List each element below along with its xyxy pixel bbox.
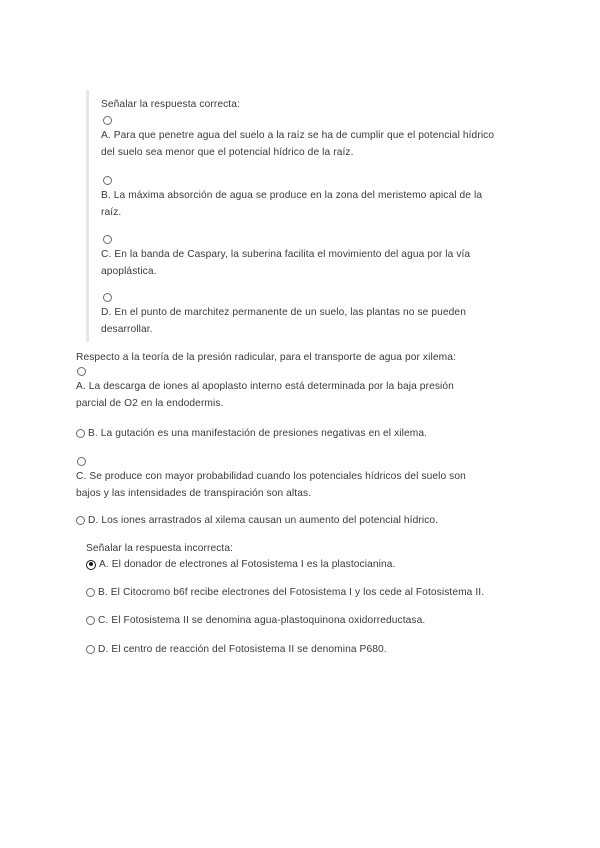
question-1-prompt: Señalar la respuesta correcta: — [101, 99, 240, 110]
q1-option-b-line1[interactable]: B. La máxima absorción de agua se produce en la zona del meristemo apical de la — [101, 190, 483, 201]
q1-option-b-radio[interactable] — [103, 176, 112, 185]
q1-option-d-line1[interactable]: D. En el punto de marchitez permanente de un suelo, las plantas no se pueden — [101, 307, 466, 318]
q3-option-c-label[interactable]: C. El Fotosistema II se denomina agua-plastoquinona oxidorreductasa. — [98, 615, 426, 626]
q3-option-c-radio[interactable] — [86, 616, 95, 625]
q1-option-b-line2[interactable]: raíz. — [101, 207, 122, 218]
question-1-block — [86, 90, 521, 342]
q2-option-b-label[interactable]: B. La gutación es una manifestación de presiones negativas en el xilema. — [88, 428, 428, 439]
q3-option-a[interactable] — [86, 556, 395, 573]
q2-option-d[interactable] — [76, 512, 438, 529]
q1-option-c-radio[interactable] — [103, 235, 112, 244]
q2-option-a-line2[interactable]: parcial de O2 en la endodermis. — [76, 398, 224, 409]
q1-option-d-radio[interactable] — [103, 293, 112, 302]
q3-option-d-label[interactable]: D. El centro de reacción del Fotosistema II se denomina P680. — [98, 644, 387, 655]
q1-option-a-line1[interactable]: A. Para que penetre agua del suelo a la raíz se ha de cumplir que el potencial hídrico — [101, 130, 495, 141]
q3-option-d-radio[interactable] — [86, 645, 95, 654]
q3-option-b-radio[interactable] — [86, 588, 95, 597]
q1-option-c-line2[interactable]: apoplástica. — [101, 266, 157, 277]
q3-option-b[interactable] — [86, 584, 484, 601]
q2-option-d-label[interactable]: D. Los iones arrastrados al xilema causan un aumento del potencial hídrico. — [88, 515, 439, 526]
q2-option-c-line2[interactable]: bajos y las intensidades de transpiración son altas. — [76, 488, 312, 499]
q1-option-d-line2[interactable]: desarrollar. — [101, 324, 153, 335]
q1-option-a-line2[interactable]: del suelo sea menor que el potencial hídrico de la raíz. — [101, 147, 354, 158]
q3-option-a-radio-selected[interactable] — [86, 560, 96, 570]
q3-option-d[interactable] — [86, 641, 387, 658]
q2-option-a-radio[interactable] — [77, 367, 86, 376]
q3-option-a-label[interactable]: A. El donador de electrones al Fotosistema I es la plastocianina. — [99, 559, 396, 570]
question-2-prompt: Respecto a la teoría de la presión radicular, para el transporte de agua por xilema: — [76, 352, 456, 363]
q3-option-c[interactable] — [86, 612, 425, 629]
q2-option-d-radio[interactable] — [76, 516, 85, 525]
q2-option-b[interactable] — [76, 425, 427, 442]
q1-option-a-radio[interactable] — [103, 116, 112, 125]
q2-option-c-line1[interactable]: C. Se produce con mayor probabilidad cuando los potenciales hídricos del suelo son — [76, 471, 466, 482]
q2-option-c-radio[interactable] — [77, 457, 86, 466]
q1-option-c-line1[interactable]: C. En la banda de Caspary, la suberina facilita el movimiento del agua por la vía — [101, 249, 471, 260]
q2-option-a-line1[interactable]: A. La descarga de iones al apoplasto interno está determinada por la baja presión — [76, 381, 454, 392]
q2-option-b-radio[interactable] — [76, 429, 85, 438]
q3-option-b-label[interactable]: B. El Citocromo b6f recibe electrones del Fotosistema I y los cede al Fotosistema II. — [98, 587, 485, 598]
question-3-prompt: Señalar la respuesta incorrecta: — [86, 543, 234, 554]
